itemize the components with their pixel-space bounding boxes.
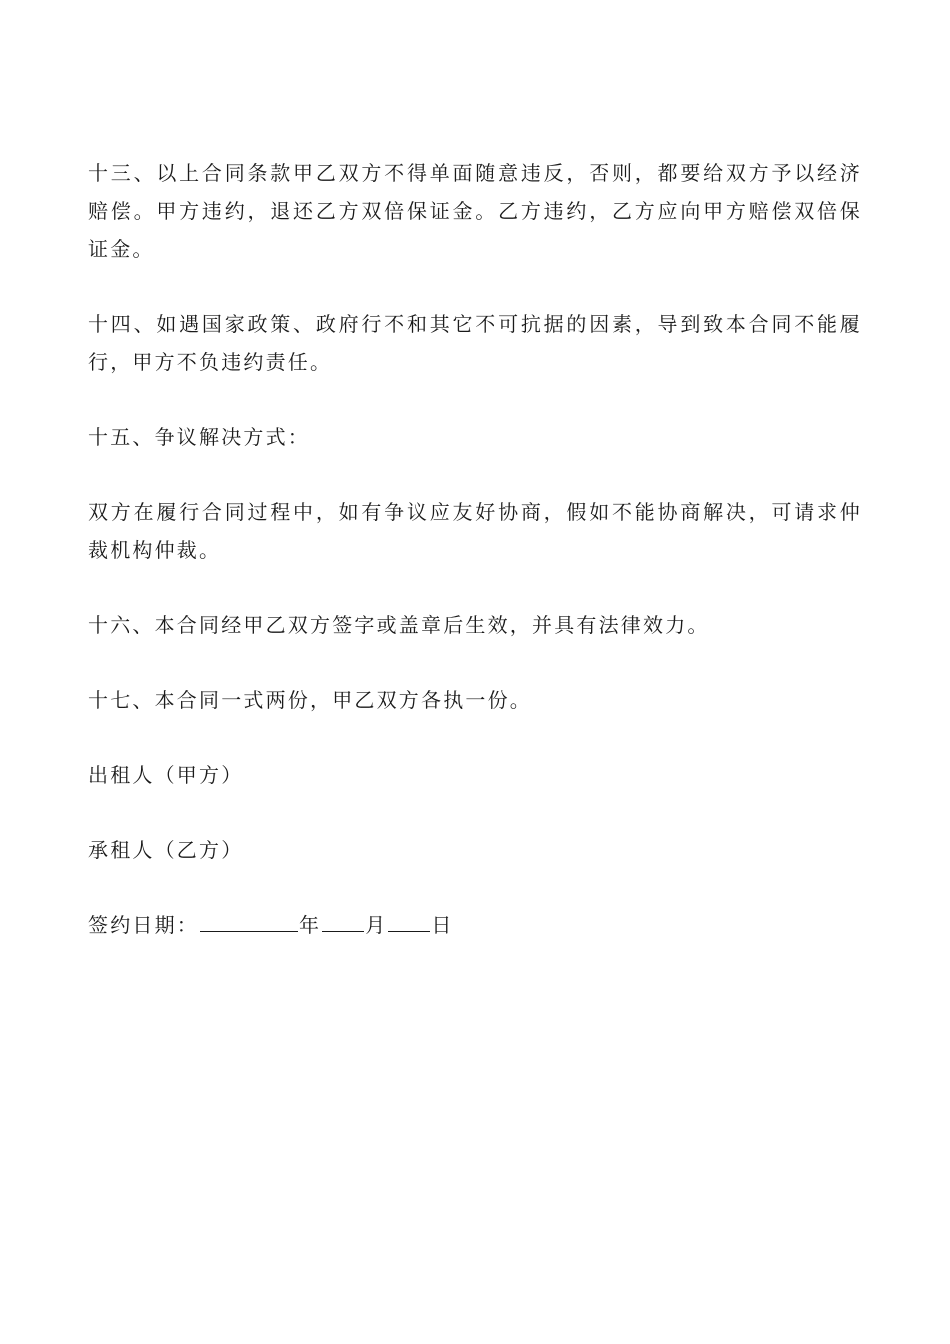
lessor-signature-line: 出租人（甲方） bbox=[88, 763, 244, 787]
year-blank bbox=[200, 909, 298, 932]
month-suffix: 月 bbox=[365, 913, 388, 937]
day-suffix: 日 bbox=[431, 913, 454, 937]
clause-15-body: 双方在履行合同过程中，如有争议应友好协商，假如不能协商解决，可请求仲裁机构仲裁。 bbox=[88, 500, 862, 562]
sign-date-label: 签约日期： bbox=[88, 913, 199, 937]
clause-14: 十四、如遇国家政策、政府行不和其它不可抗据的因素，导到致本合同不能履行，甲方不负违约责任。 bbox=[88, 312, 862, 374]
clause-15-heading: 十五、争议解决方式： bbox=[88, 425, 310, 449]
clause-16: 十六、本合同经甲乙双方签字或盖章后生效，并具有法律效力。 bbox=[88, 613, 710, 637]
clause-17: 十七、本合同一式两份，甲乙双方各执一份。 bbox=[88, 688, 532, 712]
clause-13: 十三、以上合同条款甲乙双方不得单面随意违反，否则，都要给双方予以经济赔偿。甲方违约，退还乙方双倍保证金。乙方违约，乙方应向甲方赔偿双倍保证金。 bbox=[88, 161, 862, 261]
contract-body bbox=[88, 154, 862, 981]
lessee-signature-line: 承租人（乙方） bbox=[88, 838, 244, 862]
year-suffix: 年 bbox=[299, 913, 322, 937]
sign-date-line bbox=[88, 906, 862, 944]
day-blank bbox=[388, 909, 430, 932]
month-blank bbox=[322, 909, 364, 932]
